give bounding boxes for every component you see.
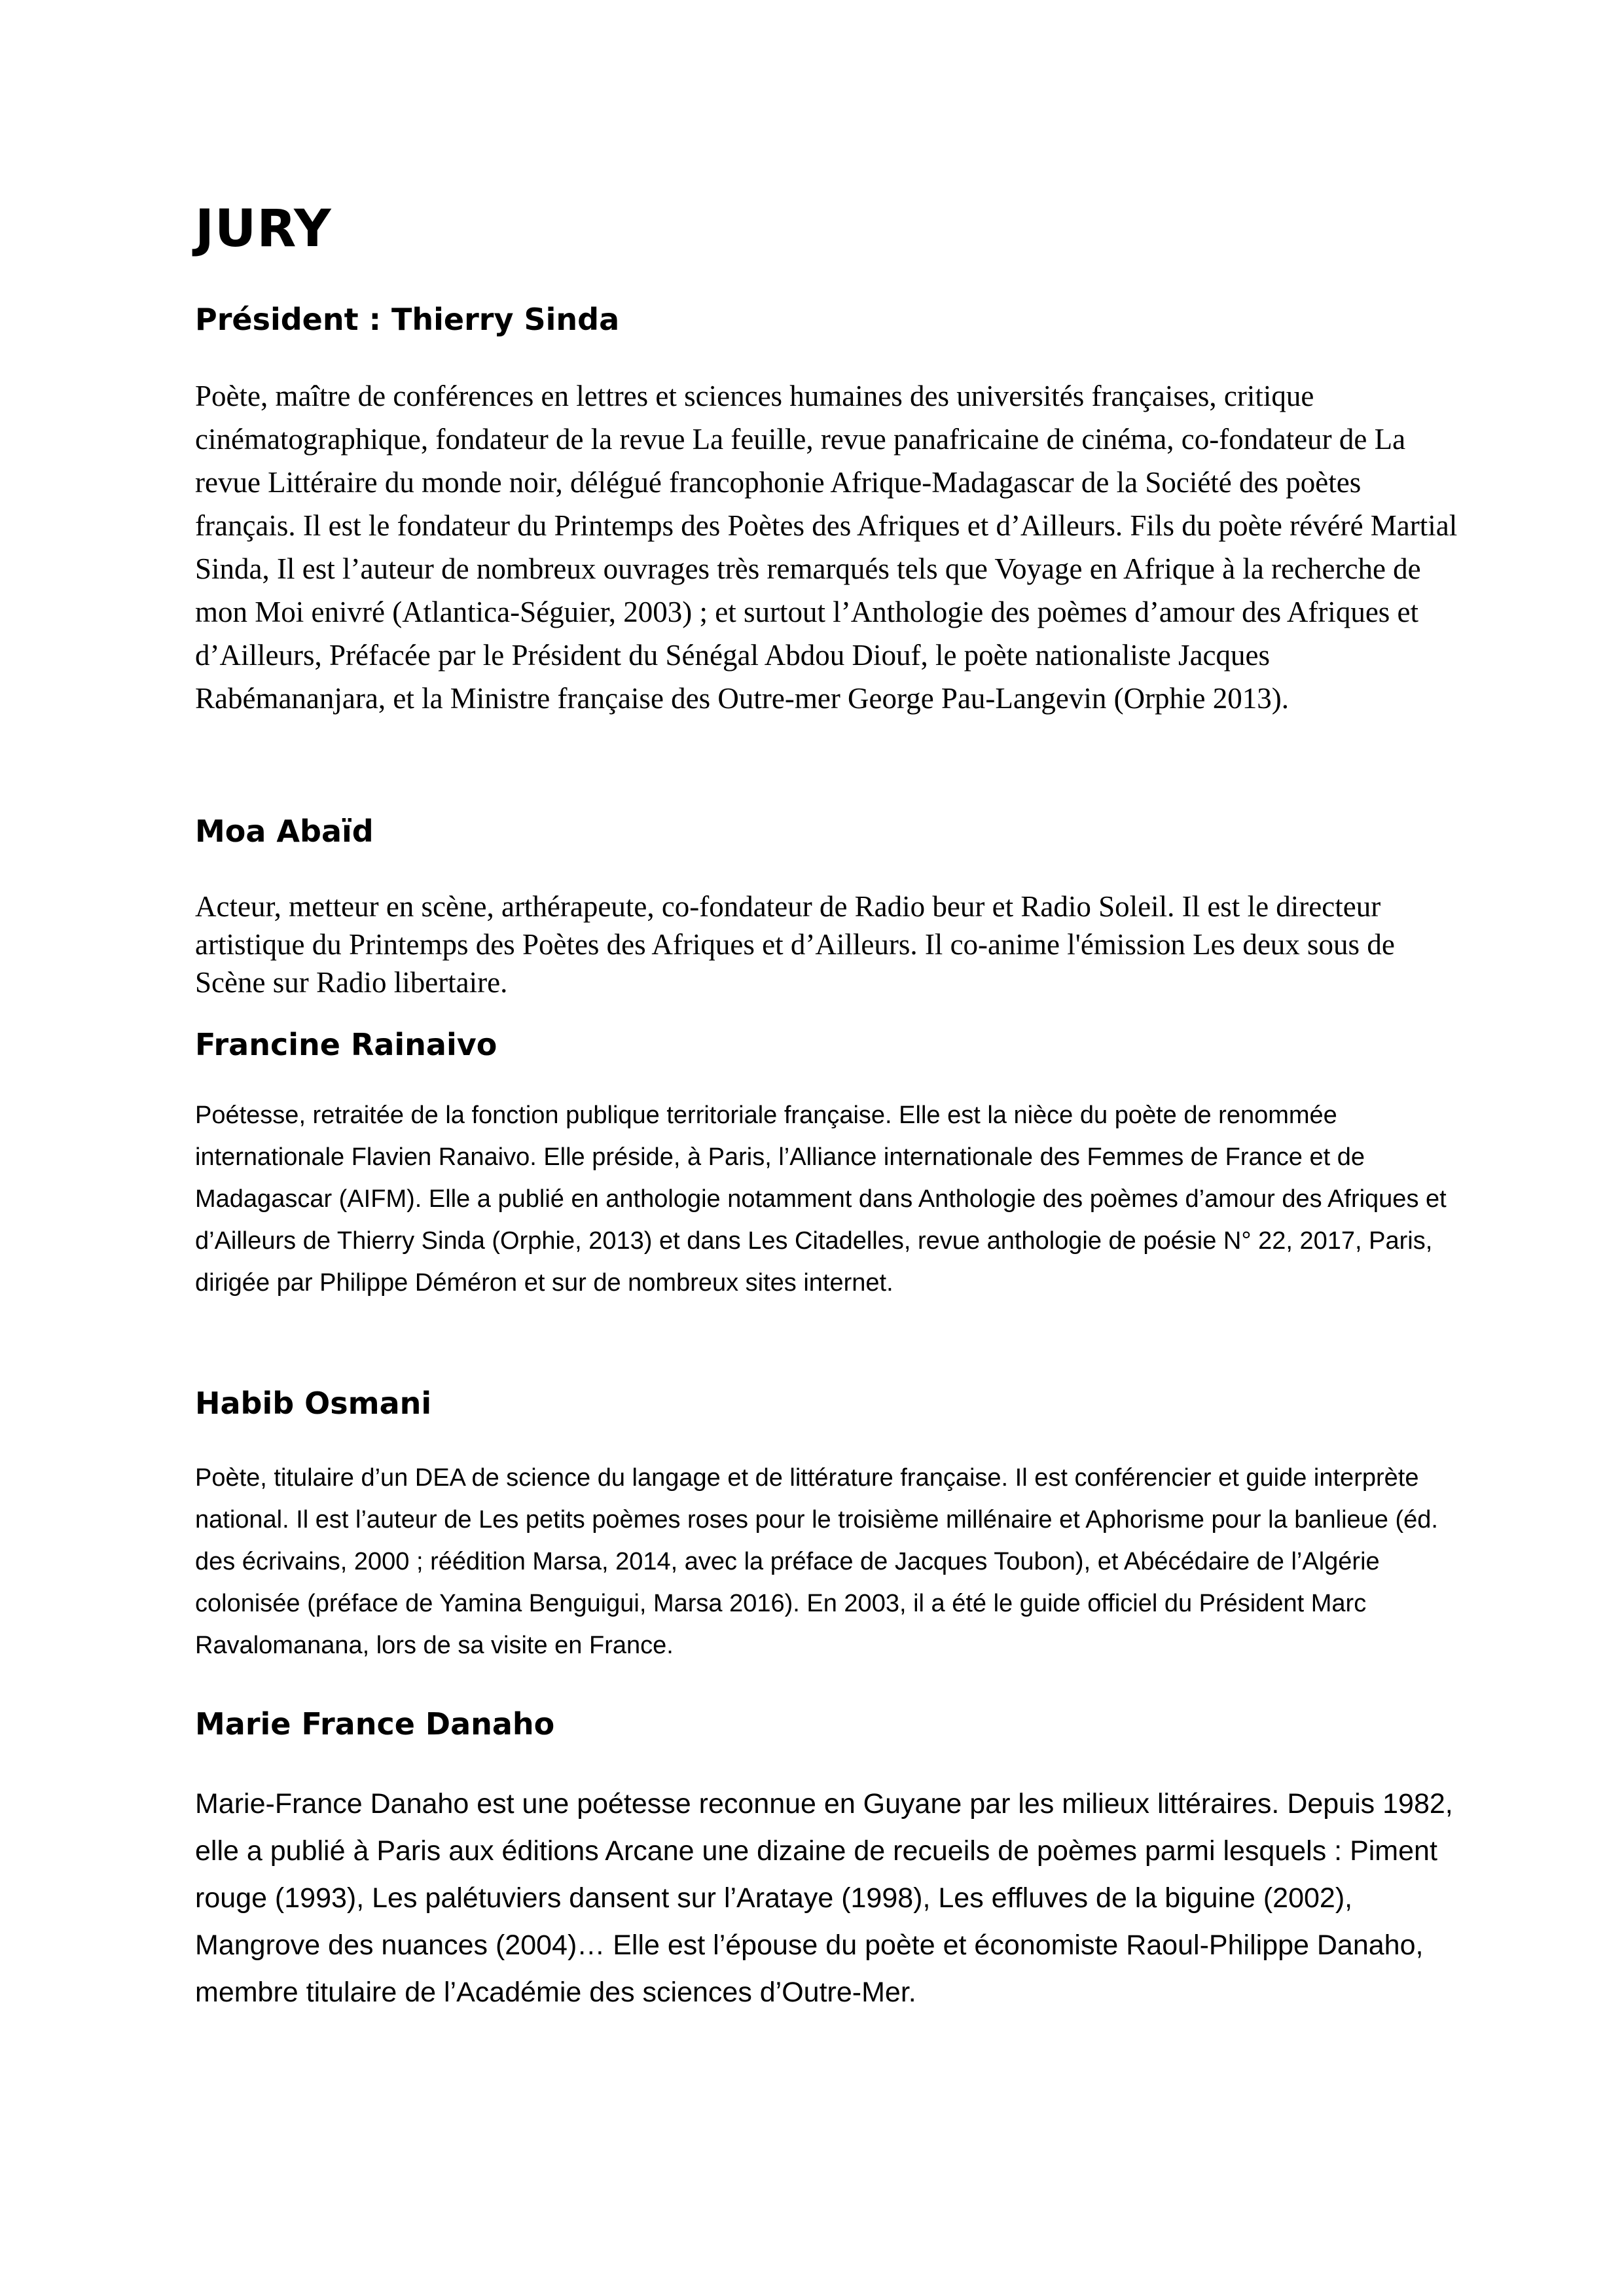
member-heading-francine-rainaivo: Francine Rainaivo xyxy=(195,1027,497,1062)
member-heading-marie-france-danaho: Marie France Danaho xyxy=(195,1706,555,1742)
member-bio-thierry-sinda: Poète, maître de conférences en lettres et sciences humaines des universités françaises, critique cinématographique, fondateur de la revue La feuille, revue panafricaine de cinéma, co-fondateur de La revue Littéraire du monde noir, délégué francophonie Afrique-Madagascar de la Société des poètes français. Il est le fondateur du Printemps des Poètes des Afriques et d’Ailleurs. Fils du poète révéré Martial Sinda, Il est l’auteur de nombreux ouvrages très remarqués tels que Voyage en Afrique à la recherche de mon Moi enivré (Atlantica-Séguier, 2003) ; et surtout l’Anthologie des poèmes d’amour des Afriques et d’Ailleurs, Préfacée par le Président du Sénégal Abdou Diouf, le poète nationaliste Jacques Rabémananjara, et la Ministre française des Outre-mer George Pau-Langevin (Orphie 2013). xyxy=(195,380,1458,715)
member-bio-habib-osmani: Poète, titulaire d’un DEA de science du langage et de littérature française. Il est conférencier et guide interprète national. Il est l’auteur de Les petits poèmes roses pour le troisième millénaire et Aphorisme pour la banlieue (éd. des écrivains, 2000 ; réédition Marsa, 2014, avec la préface de Jacques Toubon), et Abécédaire de l’Algérie colonisée (préface de Yamina Benguigui, Marsa 2016). En 2003, il a été le guide officiel du Président Marc Ravalomanana, lors de sa visite en France. xyxy=(195,1464,1438,1659)
member-heading-habib-osmani: Habib Osmani xyxy=(195,1386,432,1421)
member-heading-moa-abaid: Moa Abaïd xyxy=(195,814,374,849)
member-bio-marie-france-danaho: Marie-France Danaho est une poétesse reconnue en Guyane par les milieux littéraires. Depuis 1982, elle a publié à Paris aux éditions Arcane une dizaine de recueils de poèmes parmi lesquels : Piment rouge (1993), Les palétuviers dansent sur l’Arataye (1998), Les effluves de la biguine (2002), Mangrove des nuances (2004)… Elle est l’épouse du poète et économiste Raoul-Philippe Danaho, membre titulaire de l’Académie des sciences d’Outre-Mer. xyxy=(195,1788,1453,2008)
page-title: JURY xyxy=(195,200,332,259)
member-bio-francine-rainaivo: Poétesse, retraitée de la fonction publique territoriale française. Elle est la nièce du poète de renommée internationale Flavien Ranaivo. Elle préside, à Paris, l’Alliance internationale des Femmes de France et de Madagascar (AIFM). Elle a publié en anthologie notamment dans Anthologie des poèmes d’amour des Afriques et d’Ailleurs de Thierry Sinda (Orphie, 2013) et dans Les Citadelles, revue anthologie de poésie N° 22, 2017, Paris, dirigée par Philippe Déméron et sur de nombreux sites internet. xyxy=(195,1102,1447,1297)
member-bio-moa-abaid: Acteur, metteur en scène, arthérapeute, co-fondateur de Radio beur et Radio Soleil. Il est le directeur artistique du Printemps des Poètes des Afriques et d’Ailleurs. Il co-anime l'émission Les deux sous de Scène sur Radio libertaire. xyxy=(195,890,1395,999)
member-heading-thierry-sinda: Président : Thierry Sinda xyxy=(195,302,620,337)
